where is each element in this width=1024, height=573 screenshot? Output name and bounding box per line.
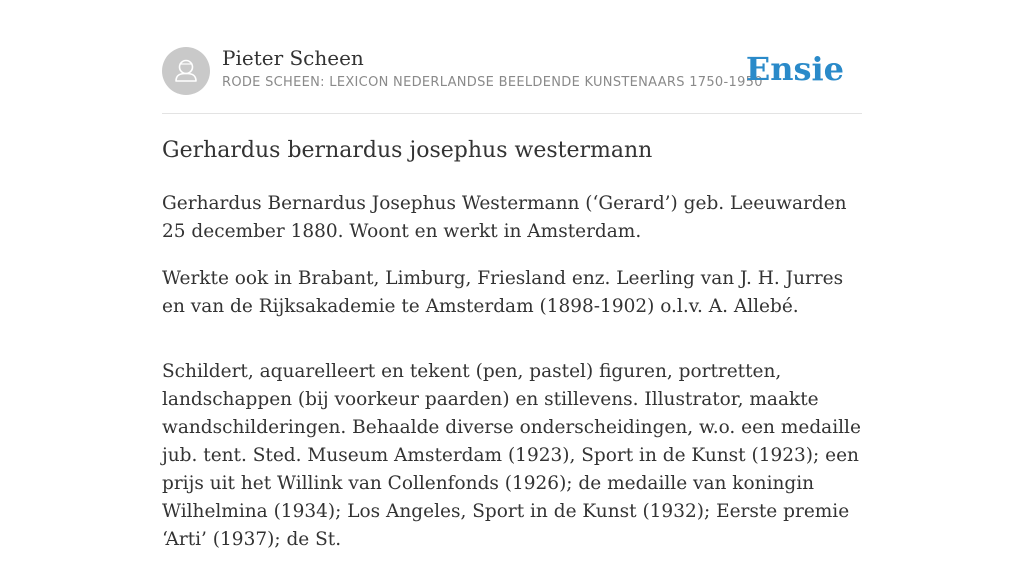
author-name[interactable]: Pieter Scheen [222, 46, 364, 70]
author-avatar[interactable] [162, 47, 210, 95]
header-divider [162, 113, 862, 114]
article-paragraph: Werkte ook in Brabant, Limburg, Friesland enz. Leerling van J. H. Jurres en van de Rijksakademie te Amsterdam (1898-1902) o.l.v. A. Allebé. [162, 268, 844, 317]
article-paragraph: Schildert, aquarelleert en tekent (pen, pastel) figuren, portretten, landschappen (bij voorkeur paarden) en stillevens. Illustrator, maakte wandschilderingen. Behaalde diverse onderscheidingen, w.o. een medaille jub. tent. Sted. Museum Amsterdam (1923), Sport in de Kunst (1923); een prijs uit het Willink van Collenfonds (1926); de medaille van koningin Wilhelmina (1934); Los Angeles, Sport in de Kunst (1932); Eerste premie ‘Arti’ (1937); de St. [162, 361, 861, 550]
user-icon [162, 47, 210, 95]
ensie-logo[interactable]: Ensie [745, 50, 844, 88]
source-label[interactable]: RODE SCHEEN: LEXICON NEDERLANDSE BEELDENDE KUNSTENAARS 1750-1950 [222, 75, 763, 90]
article-paragraph: Gerhardus Bernardus Josephus Westermann (‘Gerard’) geb. Leeuwarden 25 december 1880. Woont en werkt in Amsterdam. [162, 193, 847, 242]
article-body [162, 190, 862, 573]
article-header [162, 46, 862, 96]
article-title: Gerhardus bernardus josephus westermann [162, 138, 653, 163]
